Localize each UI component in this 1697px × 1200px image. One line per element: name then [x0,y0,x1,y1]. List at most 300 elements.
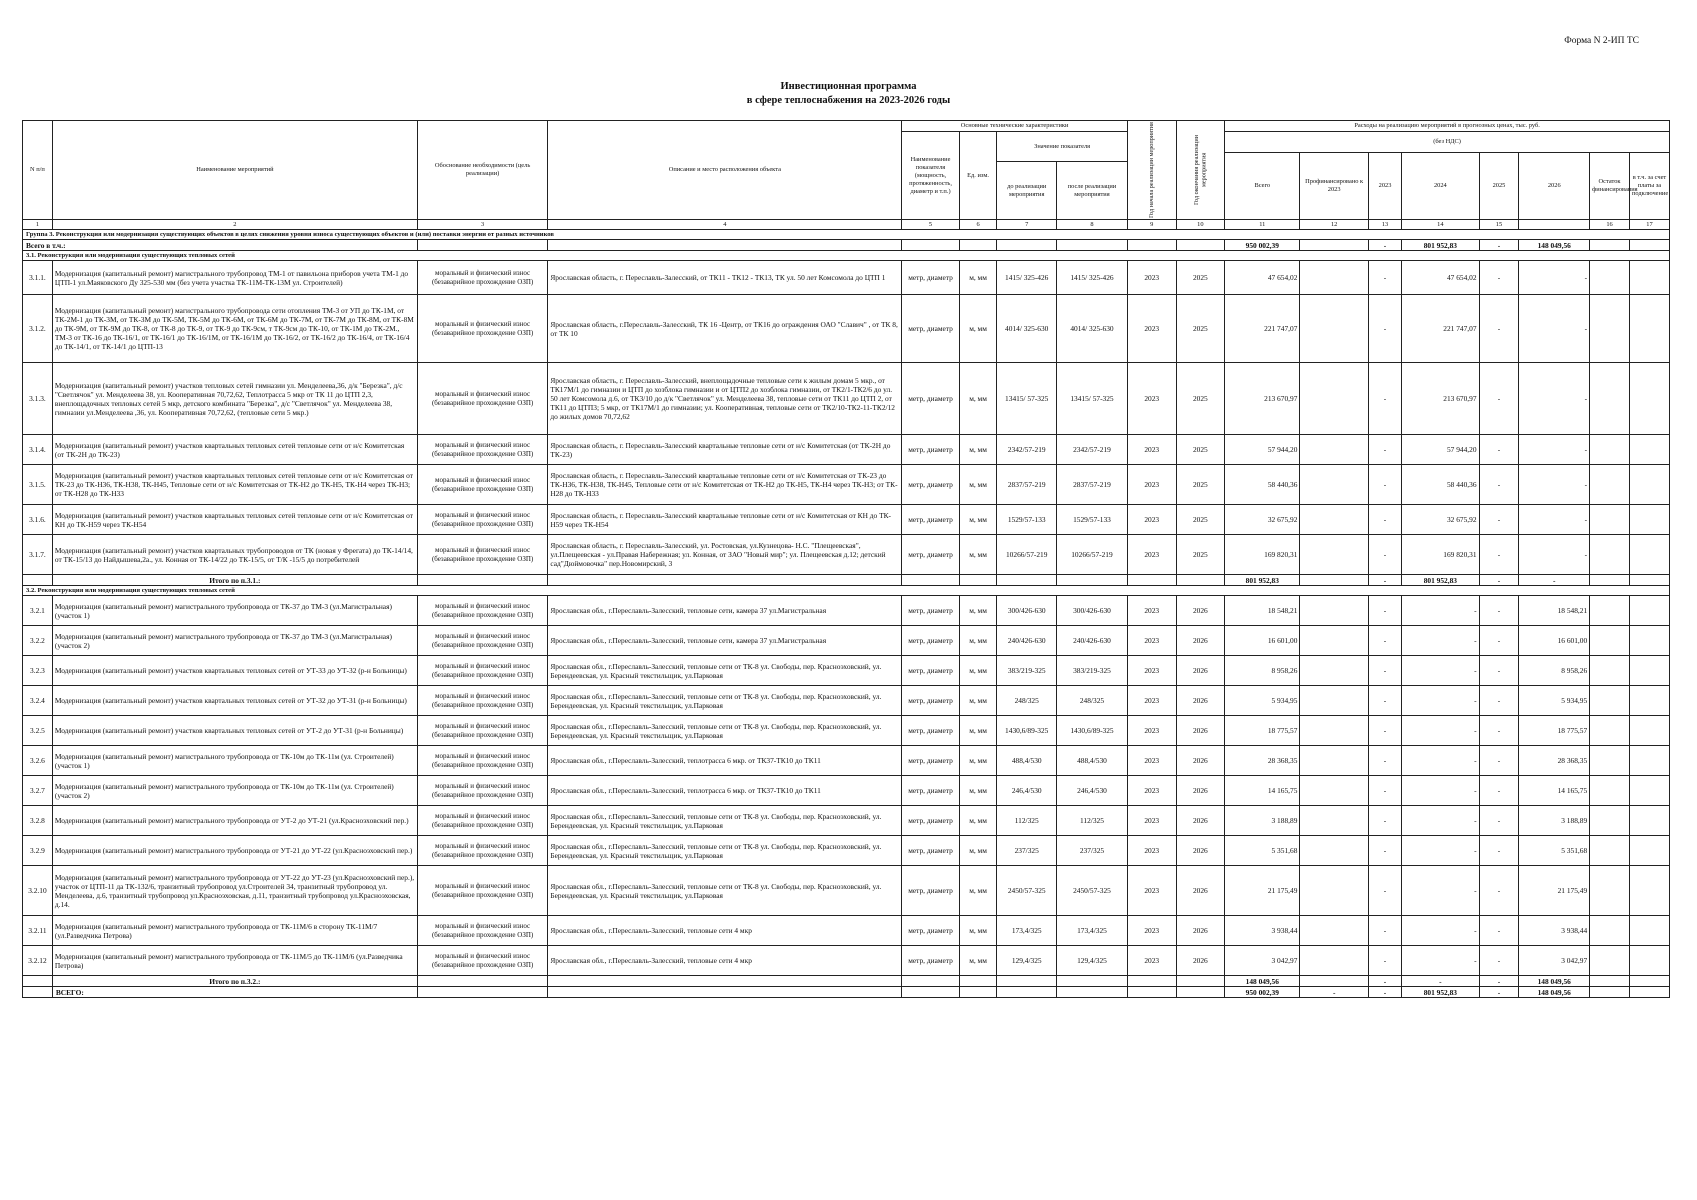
row-unit: м, мм [959,946,997,976]
row-parameter: метр, диаметр [902,716,960,746]
row-remaining [1590,836,1630,866]
row-value-before: 248/325 [997,686,1057,716]
row-total: 221 747,07 [1225,295,1300,363]
header-2023: 2023 [1368,152,1401,220]
row-year-start: 2023 [1127,776,1176,806]
row-unit: м, мм [959,716,997,746]
row-description: Ярославская обл., г.Переславль-Залесский, тепловые сети от ТК-8 ул. Свободы, пер. Красноэховский, ул. Берендеевская, ул. Красный текстильщик, ул.Парковая [548,836,902,866]
row-description: Ярославская область, г. Переславль-Залесский, внеплощадочные тепловые сети к жилым домам 5 мкр., от ТК17М/1 до гимназии и ЦТП до хозблока гимназии и от ЦТП2 до хозблока гимназии, от ТК2/1-ТК2/6 до ул. 50 лет Комсомола д.6, от ТК3/10 до д/к "Светлячок" ул. Менделеева 38, тепловые сети от ТК11 до ЦТП 2, от ТК11 до ЦТП3; 5 мкр, от ТК17М/1 до гимназии; ул. Кооперативная, тепловые сети от ТК2/10-ТК2-11-ТК2/12 до жилых домов 70,72,62 [548,363,902,435]
row-remaining [1590,535,1630,575]
row-description: Ярославская обл., г.Переславль-Залесский, тепловые сети от ТК-8 ул. Свободы, пер. Красноэховский, ул. Берендеевская, ул. Красный текстильщик, ул.Парковая [548,866,902,916]
row-2026: - [1519,435,1590,465]
investment-table [22,120,1670,998]
row-reason: моральный и физический износ (безаварийное прохождение ОЗП) [417,916,548,946]
row-financed [1300,656,1369,686]
row-reason: моральный и физический износ (безаварийное прохождение ОЗП) [417,656,548,686]
table-row [23,716,1670,746]
row-2026: - [1519,505,1590,535]
row-2025: - [1479,295,1519,363]
row-number: 3.1.6. [23,505,53,535]
row-financed [1300,686,1369,716]
row-reason: моральный и физический износ (безаварийное прохождение ОЗП) [417,363,548,435]
row-unit: м, мм [959,776,997,806]
row-2024: - [1402,626,1479,656]
row-number: 3.2.11 [23,916,53,946]
row-parameter: метр, диаметр [902,535,960,575]
row-value-before: 2837/57-219 [997,465,1057,505]
row-unit: м, мм [959,435,997,465]
row-parameter: метр, диаметр [902,656,960,686]
row-total: 58 440,36 [1225,465,1300,505]
header-name: Наименование мероприятий [52,121,417,220]
row-description: Ярославская область, г. Переславль-Залесский квартальные тепловые сети от н/с Комитетская от ТК-23 до ТК-Н36, ТК-Н38, ТК-Н45, Тепловые сети от н/с Комитетская от ТК-Н2 до ТК-Н5, ТК-Н4 через ТК-Н3; от ТК-Н28 до ТК-Н33 [548,465,902,505]
row-2024: 47 654,02 [1402,261,1479,295]
row-2025: - [1479,776,1519,806]
table-row [23,916,1670,946]
header-total: Всего [1225,152,1300,220]
row-2023: - [1368,435,1401,465]
row-financed [1300,916,1369,946]
row-value-after: 1430,6/89-325 [1057,716,1128,746]
row-connection [1629,686,1669,716]
row-unit: м, мм [959,295,997,363]
row-name: Модернизация (капитальный ремонт) участков квартальных тепловых сетей от УТ-2 до УТ-31 (р-н Больницы) [52,716,417,746]
row-name: Модернизация (капитальный ремонт) магистрального трубопровода от ТК-10м до ТК-11м (ул. Строителей) (участок 2) [52,776,417,806]
row-year-start: 2023 [1127,656,1176,686]
row-description: Ярославская обл., г.Переславль-Залесский, тепловые сети, камера 37 ул.Магистральная [548,626,902,656]
title-line-2: в сфере теплоснабжения на 2023-2026 годы [746,95,951,106]
row-year-start: 2023 [1127,806,1176,836]
row-year-end: 2025 [1176,261,1225,295]
table-row [23,435,1670,465]
row-2026: - [1519,295,1590,363]
row-name: Модернизация (капитальный ремонт) магистрального трубопровода от ТК-11М/5 до ТК-11М/6 (ул.Разведчика Петрова) [52,946,417,976]
row-parameter: метр, диаметр [902,435,960,465]
row-parameter: метр, диаметр [902,946,960,976]
row-connection [1629,435,1669,465]
row-unit: м, мм [959,836,997,866]
row-name: Модернизация (капитальный ремонт) магистрального трубопровода от УТ-2 до УТ-21 (ул.Красноэховский пер.) [52,806,417,836]
row-year-end: 2026 [1176,916,1225,946]
row-2023: - [1368,596,1401,626]
row-financed [1300,596,1369,626]
row-2026: 5 934,95 [1519,686,1590,716]
row-2023: - [1368,946,1401,976]
row-2026: - [1519,363,1590,435]
row-unit: м, мм [959,626,997,656]
header-costs: Расходы на реализацию мероприятий в прогнозных ценах, тыс. руб. [1225,121,1670,132]
header-vat: (без НДС) [1225,132,1670,153]
row-2025: - [1479,596,1519,626]
row-description: Ярославская обл., г.Переславль-Залесский, тепловые сети от ТК-8 ул. Свободы, пер. Красноэховский, ул. Берендеевская, ул. Красный текстильщик, ул.Парковая [548,656,902,686]
row-total: 21 175,49 [1225,866,1300,916]
table-row [23,363,1670,435]
row-2023: - [1368,716,1401,746]
row-year-end: 2026 [1176,806,1225,836]
row-description: Ярославская обл., г.Переславль-Залесский, тепловые сети, камера 37 ул.Магистральная [548,596,902,626]
row-year-end: 2025 [1176,363,1225,435]
table-row [23,866,1670,916]
row-remaining [1590,916,1630,946]
row-total: 3 938,44 [1225,916,1300,946]
row-2026: 8 958,26 [1519,656,1590,686]
row-year-end: 2026 [1176,596,1225,626]
row-unit: м, мм [959,866,997,916]
row-reason: моральный и физический износ (безаварийное прохождение ОЗП) [417,866,548,916]
row-2024: - [1402,596,1479,626]
row-year-end: 2025 [1176,465,1225,505]
row-2024: 58 440,36 [1402,465,1479,505]
row-reason: моральный и физический износ (безаварийное прохождение ОЗП) [417,776,548,806]
row-remaining [1590,596,1630,626]
row-value-after: 488,4/530 [1057,746,1128,776]
row-number: 3.1.2. [23,295,53,363]
row-connection [1629,505,1669,535]
row-2026: 28 368,35 [1519,746,1590,776]
row-year-end: 2025 [1176,435,1225,465]
row-connection [1629,806,1669,836]
row-total: 3 188,89 [1225,806,1300,836]
row-2026: 3 042,97 [1519,946,1590,976]
row-2023: - [1368,465,1401,505]
row-name: Модернизация (капитальный ремонт) магистрального трубопровода от УТ-21 до УТ-22 (ул.Красноэховский пер.) [52,836,417,866]
row-number: 3.2.2 [23,626,53,656]
row-year-start: 2023 [1127,836,1176,866]
row-total: 18 548,21 [1225,596,1300,626]
row-year-start: 2023 [1127,946,1176,976]
row-name: Модернизация (капитальный ремонт) участков квартальных трубопроводов от ТК (новая у Фрегата) до ТК-14/14, от ТК-15/13 до Найдышева,2а., ул. Конная от ТК-14/22 до ТК-15/5, от Т/К -15/5 до потребителей [52,535,417,575]
row-reason: моральный и физический износ (безаварийное прохождение ОЗП) [417,435,548,465]
row-value-before: 112/325 [997,806,1057,836]
row-description: Ярославская обл., г.Переславль-Залесский, тепловые сети от ТК-8 ул. Свободы, пер. Красноэховский, ул. Берендеевская, ул. Красный текстильщик, ул.Парковая [548,806,902,836]
row-financed [1300,626,1369,656]
row-unit: м, мм [959,656,997,686]
row-number: 3.2.4 [23,686,53,716]
row-financed [1300,435,1369,465]
title-line-1: Инвестиционная программа [780,81,917,92]
header-tech: Основные технические характеристики [902,121,1128,132]
row-financed [1300,535,1369,575]
row-2026: 3 938,44 [1519,916,1590,946]
row-2025: - [1479,261,1519,295]
row-value-after: 240/426-630 [1057,626,1128,656]
row-year-end: 2026 [1176,836,1225,866]
row-financed [1300,716,1369,746]
row-parameter: метр, диаметр [902,836,960,866]
row-year-start: 2023 [1127,686,1176,716]
row-2024: 57 944,20 [1402,435,1479,465]
row-2025: - [1479,505,1519,535]
row-value-after: 173,4/325 [1057,916,1128,946]
row-2024: - [1402,916,1479,946]
header-after: после реализации мероприятия [1057,162,1128,220]
row-reason: моральный и физический износ (безаварийное прохождение ОЗП) [417,806,548,836]
row-name: Модернизация (капитальный ремонт) магистрального трубопровода от ТК-11М/6 в сторону ТК-11М/7 (ул.Разведчика Петрова) [52,916,417,946]
row-description: Ярославская обл., г.Переславль-Залесский, тепловые сети от ТК-8 ул. Свободы, пер. Красноэховский, ул. Берендеевская, ул. Красный текстильщик, ул.Парковая [548,686,902,716]
row-financed [1300,505,1369,535]
row-2024: 169 820,31 [1402,535,1479,575]
subtotal-3-2-row: Итого по п.3.2.: 148 049,56 - - - 148 049,56 [23,976,1670,987]
row-description: Ярославская область, г.Переславль-Залесский, ТК 16 -Центр, от ТК16 до ограждения ОАО "Славич" , от ТК 8, от ТК 10 [548,295,902,363]
row-value-after: 10266/57-219 [1057,535,1128,575]
row-connection [1629,626,1669,656]
row-remaining [1590,261,1630,295]
row-unit: м, мм [959,465,997,505]
row-number: 3.1.4. [23,435,53,465]
row-remaining [1590,435,1630,465]
row-remaining [1590,776,1630,806]
table-row [23,656,1670,686]
row-remaining [1590,806,1630,836]
row-total: 14 165,75 [1225,776,1300,806]
table-row [23,596,1670,626]
row-number: 3.2.5 [23,716,53,746]
row-value-after: 129,4/325 [1057,946,1128,976]
row-total: 213 670,97 [1225,363,1300,435]
row-year-end: 2026 [1176,686,1225,716]
row-year-end: 2025 [1176,535,1225,575]
row-year-end: 2026 [1176,626,1225,656]
row-reason: моральный и физический износ (безаварийное прохождение ОЗП) [417,261,548,295]
row-name: Модернизация (капитальный ремонт) магистрального трубопровода от ТК-37 до ТМ-3 (ул.Магистральная) (участок 2) [52,626,417,656]
row-2024: - [1402,686,1479,716]
row-value-before: 300/426-630 [997,596,1057,626]
row-total: 16 601,00 [1225,626,1300,656]
row-remaining [1590,866,1630,916]
row-value-after: 248/325 [1057,686,1128,716]
row-unit: м, мм [959,916,997,946]
row-total: 32 675,92 [1225,505,1300,535]
row-name: Модернизация (капитальный ремонт) участков квартальных тепловых сетей тепловые сети от н/с Комитетская от КН до ТК-Н59 через ТК-Н54 [52,505,417,535]
row-unit: м, мм [959,363,997,435]
row-year-end: 2026 [1176,776,1225,806]
row-unit: м, мм [959,505,997,535]
row-year-end: 2026 [1176,946,1225,976]
row-2025: - [1479,866,1519,916]
row-value-before: 240/426-630 [997,626,1057,656]
row-2026: 16 601,00 [1519,626,1590,656]
table-row [23,746,1670,776]
row-value-after: 246,4/530 [1057,776,1128,806]
row-description: Ярославская обл., г.Переславль-Залесский, тепловые сети 4 мкр [548,946,902,976]
table-row [23,686,1670,716]
row-remaining [1590,465,1630,505]
row-total: 18 775,57 [1225,716,1300,746]
row-value-before: 488,4/530 [997,746,1057,776]
row-number: 3.2.8 [23,806,53,836]
row-2025: - [1479,916,1519,946]
row-remaining [1590,656,1630,686]
row-2024: - [1402,716,1479,746]
row-reason: моральный и физический износ (безаварийное прохождение ОЗП) [417,465,548,505]
section-3-1-title: 3.1. Реконструкция или модернизация существующих тепловых сетей [23,251,1670,261]
column-numbers-row: 1 2 3 4 5 6 7 8 9 10 11 12 13 14 15 16 17 [23,220,1670,230]
row-total: 5 934,95 [1225,686,1300,716]
row-reason: моральный и физический износ (безаварийное прохождение ОЗП) [417,596,548,626]
row-parameter: метр, диаметр [902,776,960,806]
row-year-start: 2023 [1127,746,1176,776]
row-parameter: метр, диаметр [902,363,960,435]
row-year-start: 2023 [1127,596,1176,626]
row-unit: м, мм [959,535,997,575]
row-2023: - [1368,295,1401,363]
row-value-after: 2837/57-219 [1057,465,1128,505]
row-connection [1629,656,1669,686]
row-reason: моральный и физический износ (безаварийное прохождение ОЗП) [417,535,548,575]
row-unit: м, мм [959,686,997,716]
row-number: 3.1.7. [23,535,53,575]
row-2024: - [1402,946,1479,976]
row-2023: - [1368,836,1401,866]
row-financed [1300,261,1369,295]
header-2024: 2024 [1402,152,1479,220]
row-number: 3.2.10 [23,866,53,916]
row-value-before: 1529/57-133 [997,505,1057,535]
row-description: Ярославская обл., г.Переславль-Залесский, тепловые сети от ТК-8 ул. Свободы, пер. Красноэховский, ул. Берендеевская, ул. Красный текстильщик, ул.Парковая [548,716,902,746]
row-2026: 3 188,89 [1519,806,1590,836]
row-total: 3 042,97 [1225,946,1300,976]
row-remaining [1590,686,1630,716]
row-2024: - [1402,746,1479,776]
row-financed [1300,295,1369,363]
row-description: Ярославская область, г. Переславль-Залесский квартальные тепловые сети от н/с Комитетская (от ТК-2Н до ТК-23) [548,435,902,465]
row-year-start: 2023 [1127,916,1176,946]
row-2024: 32 675,92 [1402,505,1479,535]
row-year-end: 2026 [1176,866,1225,916]
row-name: Модернизация (капитальный ремонт) участков квартальных тепловых сетей тепловые сети от н/с Комитетская от ТК-23 до ТК-Н36, ТК-Н38, ТК-Н45, Тепловые сети от н/с Комитетская от ТК-Н2 до ТК-Н5, ТК-Н4 через ТК-Н3; от ТК-Н28 до ТК-Н33 [52,465,417,505]
row-remaining [1590,363,1630,435]
header-desc: Описание и место расположения объекта [548,121,902,220]
row-description: Ярославская область, г. Переславль-Залесский квартальные тепловые сети от н/с Комитетская от КН до ТК-Н59 через ТК-Н54 [548,505,902,535]
row-financed [1300,363,1369,435]
row-year-end: 2025 [1176,505,1225,535]
row-2025: - [1479,806,1519,836]
row-2026: 18 548,21 [1519,596,1590,626]
row-description: Ярославская обл., г.Переславль-Залесский, теплотрасса 6 мкр. от ТК37-ТК10 до ТК11 [548,776,902,806]
row-number: 3.1.1. [23,261,53,295]
row-number: 3.2.9 [23,836,53,866]
row-2023: - [1368,806,1401,836]
section-3-2-title: 3.2. Реконструкция или модернизация существующих тепловых сетей [23,586,1670,596]
row-name: Модернизация (капитальный ремонт) магистрального трубопровод ТМ-1 от павильона приборов учета ТМ-1 до ЦТП-1 ул.Маяковского Ду 325-530 мм (без учета участка ТК-11М-ТК-13М ул. Строителей) [52,261,417,295]
row-2023: - [1368,363,1401,435]
row-connection [1629,836,1669,866]
row-connection [1629,363,1669,435]
row-year-start: 2023 [1127,295,1176,363]
row-reason: моральный и физический износ (безаварийное прохождение ОЗП) [417,295,548,363]
row-financed [1300,866,1369,916]
row-financed [1300,836,1369,866]
table-row [23,535,1670,575]
row-total: 8 958,26 [1225,656,1300,686]
row-number: 3.2.6 [23,746,53,776]
row-parameter: метр, диаметр [902,806,960,836]
row-2023: - [1368,686,1401,716]
table-row [23,836,1670,866]
row-reason: моральный и физический износ (безаварийное прохождение ОЗП) [417,626,548,656]
table-row [23,776,1670,806]
row-2024: - [1402,866,1479,916]
row-unit: м, мм [959,261,997,295]
row-number: 3.2.12 [23,946,53,976]
row-year-start: 2023 [1127,716,1176,746]
row-reason: моральный и физический износ (безаварийное прохождение ОЗП) [417,505,548,535]
row-parameter: метр, диаметр [902,505,960,535]
total-row: Всего в т.ч.: 950 002,39 - 801 952,83 - 148 049,56 [23,240,1670,251]
row-number: 3.1.3. [23,363,53,435]
row-remaining [1590,946,1630,976]
row-2023: - [1368,626,1401,656]
row-value-before: 13415/ 57-325 [997,363,1057,435]
row-financed [1300,465,1369,505]
row-2023: - [1368,746,1401,776]
header-2025: 2025 [1479,152,1519,220]
row-financed [1300,746,1369,776]
row-parameter: метр, диаметр [902,596,960,626]
row-name: Модернизация (капитальный ремонт) участков квартальных тепловых сетей тепловые сети от н/с Комитетская (от ТК-2Н до ТК-23) [52,435,417,465]
row-2024: - [1402,836,1479,866]
row-year-start: 2023 [1127,465,1176,505]
row-description: Ярославская обл., г.Переславль-Залесский, теплотрасса 6 мкр. от ТК37-ТК10 до ТК11 [548,746,902,776]
row-number: 3.2.3 [23,656,53,686]
row-value-before: 4014/ 325-630 [997,295,1057,363]
row-year-start: 2023 [1127,866,1176,916]
row-number: 3.2.7 [23,776,53,806]
row-year-start: 2023 [1127,261,1176,295]
table-row [23,806,1670,836]
row-total: 169 820,31 [1225,535,1300,575]
row-remaining [1590,505,1630,535]
row-value-after: 4014/ 325-630 [1057,295,1128,363]
row-remaining [1590,746,1630,776]
row-year-end: 2026 [1176,746,1225,776]
row-connection [1629,946,1669,976]
row-financed [1300,946,1369,976]
row-2024: 213 670,97 [1402,363,1479,435]
row-parameter: метр, диаметр [902,686,960,716]
row-connection [1629,776,1669,806]
row-connection [1629,535,1669,575]
row-number: 3.2.1 [23,596,53,626]
row-value-after: 112/325 [1057,806,1128,836]
row-total: 57 944,20 [1225,435,1300,465]
page-title [0,80,1697,108]
row-reason: моральный и физический износ (безаварийное прохождение ОЗП) [417,946,548,976]
form-number: Форма N 2-ИП ТС [1564,36,1639,46]
row-reason: моральный и физический износ (безаварийное прохождение ОЗП) [417,836,548,866]
row-value-before: 246,4/530 [997,776,1057,806]
row-parameter: метр, диаметр [902,866,960,916]
row-value-after: 1529/57-133 [1057,505,1128,535]
row-2025: - [1479,836,1519,866]
table-row [23,261,1670,295]
row-2025: - [1479,686,1519,716]
header-financed: Профинансировано к 2023 [1300,152,1369,220]
row-2023: - [1368,261,1401,295]
row-remaining [1590,295,1630,363]
header-values: Значение показателя [997,132,1128,162]
row-year-start: 2023 [1127,505,1176,535]
row-name: Модернизация (капитальный ремонт) магистрального трубопровода от УТ-22 до УТ-23 (ул.Красноэховский пер.), участок от ЦТП-11 да ТК-132/6, транзитный трубопровод ул.Строителей 34, транзитный трубопровод ул. Менделеева, д.6, транзитный трубопровод ул.Красноэховская, д.11, транзитный трубопровод ул.Красноэховская, д.14. [52,866,417,916]
row-parameter: метр, диаметр [902,746,960,776]
row-name: Модернизация (капитальный ремонт) участков тепловых сетей гимназии ул. Менделеева,36, д/к "Березка", д/с "Светлячок" ул. Менделеева 38, ул. Кооперативная 70,72,62, Теплотрасса 5 мкр от ТК 11 до ЦТП 2,3, внеплощадочных тепловых сетей 5 мкр, детского комбината "Березка", д/с "Светлячок" ул. Менделеева 38, гимназии ул.Менделеева ,36, ул. Кооперативная 70,72,62, (тепловые сети 5 мкр.) [52,363,417,435]
header-param: Наименование показателя (мощность, протяженность, диаметр и т.п.) [902,132,960,220]
header-num: N п/п [23,121,53,220]
row-year-end: 2026 [1176,716,1225,746]
row-connection [1629,596,1669,626]
row-2025: - [1479,716,1519,746]
row-connection [1629,261,1669,295]
